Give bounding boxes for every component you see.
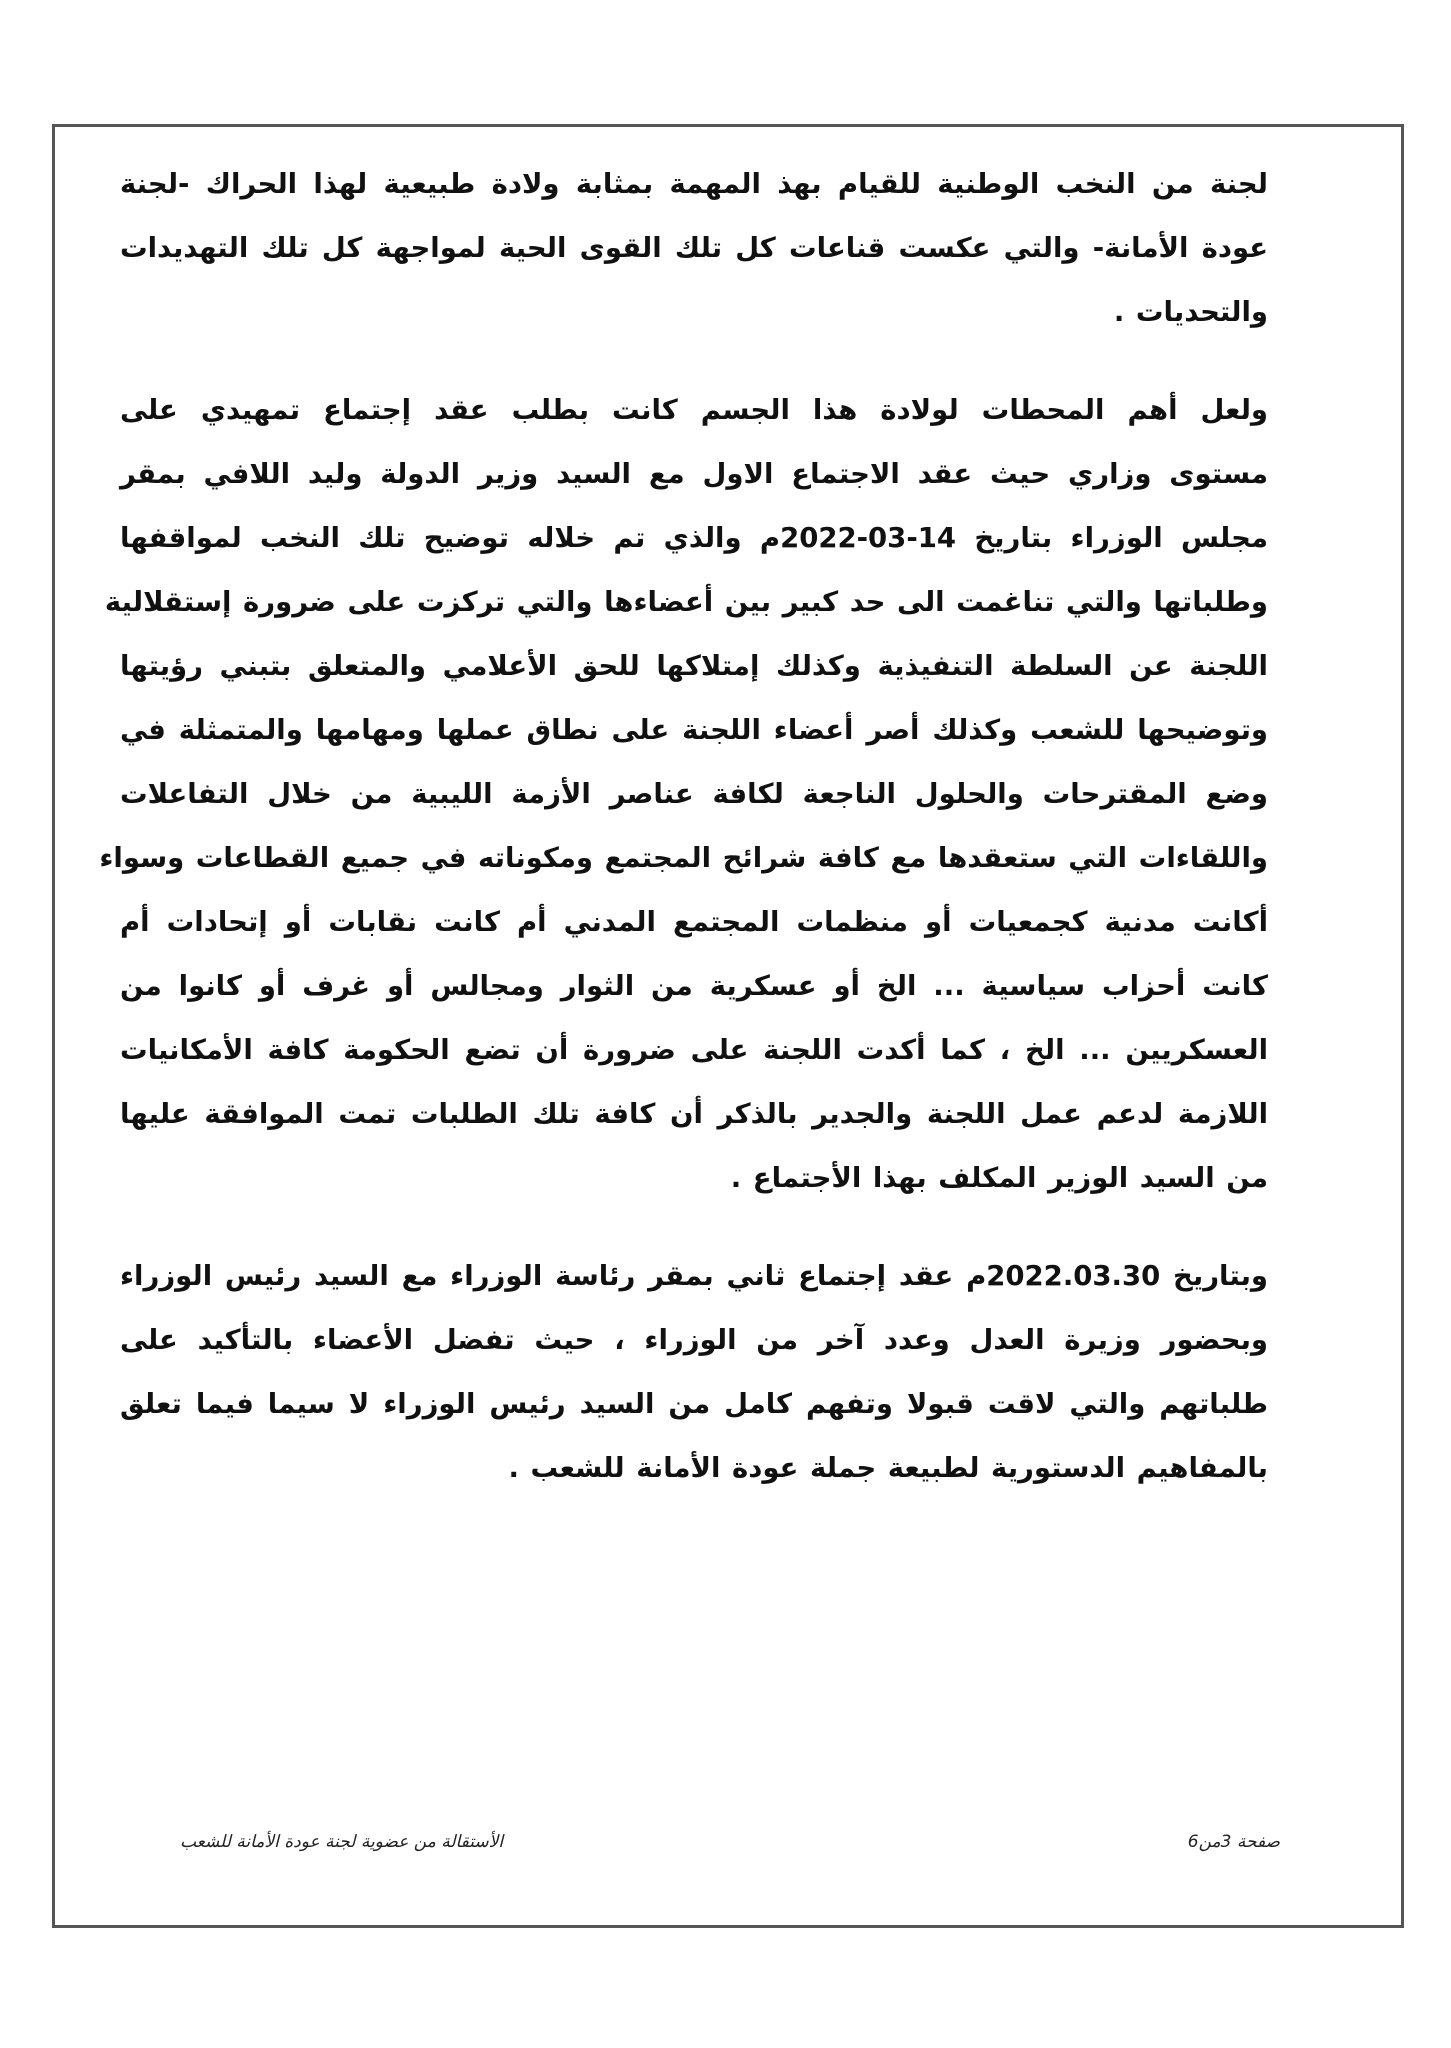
text-line: اللجنة عن السلطة التنفيذية وكذلك إمتلاكها للحق الأعلامي والمتعلق بتبني رؤيتها [120, 650, 1268, 682]
text-line: عودة الأمانة- والتي عكست قناعات كل تلك القوى الحية لمواجهة كل تلك التهديدات [120, 232, 1268, 264]
text-line: مستوى وزاري حيث عقد الاجتماع الاول مع السيد وزير الدولة وليد اللافي بمقر [120, 458, 1268, 490]
text-line: طلباتهم والتي لاقت قبولا وتفهم كامل من السيد رئيس الوزراء لا سيما فيما تعلق [120, 1388, 1268, 1420]
text-line: العسكريين ... الخ ، كما أكدت اللجنة على ضرورة أن تضع الحكومة كافة الأمكانيات [120, 1034, 1268, 1066]
document-body [99, 152, 1268, 1534]
text-line: وطلباتها والتي تناغمت الى حد كبير بين أعضاءها والتي تركزت على ضرورة إستقلالية [104, 586, 1268, 618]
paragraph-3 [120, 1244, 1268, 1500]
text-line: والتحديات . [1113, 296, 1268, 328]
text-line: أكانت مدنية كجمعيات أو منظمات المجتمع المدني أم كانت نقابات أو إتحادات أم [120, 906, 1268, 938]
text-line: من السيد الوزير المكلف بهذا الأجتماع . [730, 1162, 1268, 1194]
text-line: اللازمة لدعم عمل اللجنة والجدير بالذكر أن كافة تلك الطلبات تمت الموافقة عليها [120, 1098, 1268, 1130]
footer-document-title: الأستقالة من عضوية لجنة عودة الأمانة للشعب [180, 1832, 504, 1852]
text-line: وتوضيحها للشعب وكذلك أصر أعضاء اللجنة على نطاق عملها ومهامها والمتمثلة في [120, 714, 1268, 746]
text-line: كانت أحزاب سياسية ... الخ أو عسكرية من الثوار ومجالس أو غرف أو كانوا من [120, 970, 1268, 1002]
text-line: لجنة من النخب الوطنية للقيام بهذ المهمة بمثابة ولادة طبيعية لهذا الحراك -لجنة [120, 168, 1268, 200]
text-line: ولعل أهم المحطات لولادة هذا الجسم كانت بطلب عقد إجتماع تمهيدي على [120, 394, 1268, 426]
text-line: وبحضور وزيرة العدل وعدد آخر من الوزراء ، حيث تفضل الأعضاء بالتأكيد على [120, 1324, 1268, 1356]
text-line: بالمفاهيم الدستورية لطبيعة جملة عودة الأمانة للشعب . [508, 1452, 1268, 1484]
text-line: وبتاريخ 2022.03.30م عقد إجتماع ثاني بمقر رئاسة الوزراء مع السيد رئيس الوزراء [120, 1260, 1268, 1292]
paragraph-2 [99, 378, 1268, 1210]
paragraph-1 [120, 152, 1268, 344]
text-line: واللقاءات التي ستعقدها مع كافة شرائح المجتمع ومكوناته في جميع القطاعات وسواء [99, 842, 1268, 874]
text-line: مجلس الوزراء بتاريخ 14-03-2022م والذي تم خلاله توضيح تلك النخب لمواقفها [120, 522, 1268, 554]
page-number: صفحة 3من6 [1187, 1832, 1280, 1852]
text-line: وضع المقترحات والحلول الناجعة لكافة عناصر الأزمة الليبية من خلال التفاعلات [120, 778, 1268, 810]
